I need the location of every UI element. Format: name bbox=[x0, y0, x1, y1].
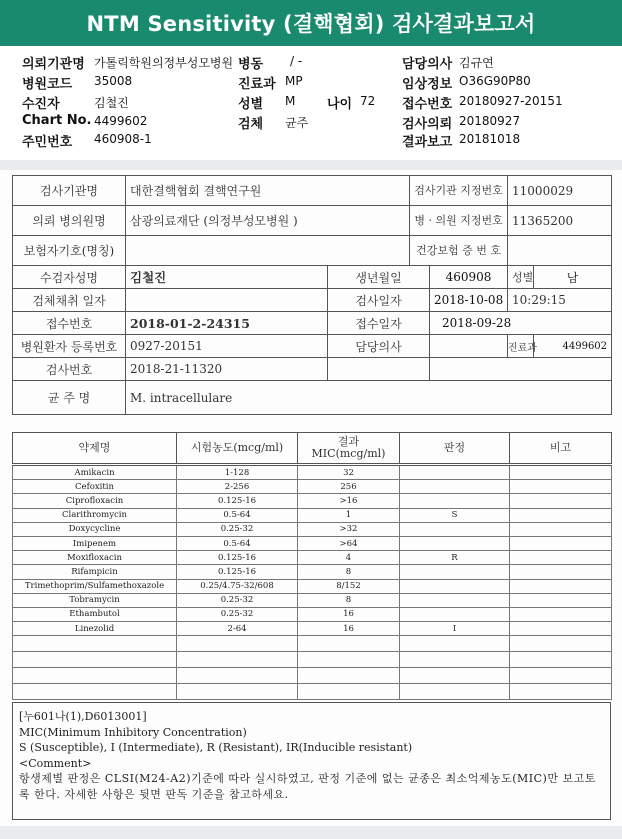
institution-label: 의뢰기관명 bbox=[22, 57, 85, 72]
cell-drug: Clarithromycin bbox=[13, 508, 177, 522]
table-row bbox=[13, 607, 612, 621]
cell-interp: S bbox=[400, 508, 510, 522]
request-label: 검사의뢰 bbox=[402, 117, 453, 132]
table-row bbox=[13, 465, 612, 480]
dept-label: 진료과 bbox=[238, 77, 276, 92]
cell-range: 0.25/4.75-32/608 bbox=[177, 579, 298, 593]
cell-remark bbox=[510, 494, 612, 508]
empty-cell bbox=[13, 668, 177, 684]
patient-info-panel bbox=[0, 46, 622, 160]
physician-value bbox=[430, 335, 508, 358]
doctor-value: 김규연 bbox=[459, 56, 494, 70]
cell-mic: 256 bbox=[298, 480, 400, 494]
empty-cell bbox=[400, 668, 510, 684]
patient-value: 김철진 bbox=[94, 96, 129, 110]
sex-label: 성별 bbox=[238, 97, 264, 112]
specimen-label: 검체 bbox=[238, 117, 264, 132]
cell-remark bbox=[510, 607, 612, 621]
cell-drug: Trimethoprim/Sulfamethoxazole bbox=[13, 579, 177, 593]
empty-cell bbox=[510, 652, 612, 668]
notes-code: [누601나(1),D6013001] bbox=[19, 710, 147, 723]
clinical-value: O36G90P80 bbox=[459, 74, 531, 88]
col-remark-header: 비고 bbox=[510, 433, 612, 465]
rrn-label: 주민번호 bbox=[22, 135, 73, 150]
cell-interp bbox=[400, 480, 510, 494]
cell-remark bbox=[510, 579, 612, 593]
institution-value: 가톨릭학원의정부성모병원 bbox=[94, 56, 234, 70]
collect-label: 검체채취 일자 bbox=[13, 289, 126, 312]
cell-drug: Amikacin bbox=[13, 465, 177, 480]
cell-mic: >32 bbox=[298, 522, 400, 536]
empty-cell bbox=[298, 684, 400, 700]
age-label: 나이 bbox=[327, 97, 353, 112]
receipt-value: 2018-01-2-24315 bbox=[126, 312, 328, 335]
ward-label: 병동 bbox=[238, 57, 264, 72]
strain-label: 균 주 명 bbox=[13, 381, 126, 415]
empty-row bbox=[13, 684, 612, 700]
empty-cell bbox=[510, 668, 612, 684]
empty-cell bbox=[177, 636, 298, 652]
cell-interp bbox=[400, 465, 510, 480]
physician-label: 담당의사 bbox=[328, 335, 430, 358]
examinee-label: 수검자성명 bbox=[13, 266, 126, 289]
cell-drug: Linezolid bbox=[13, 622, 177, 636]
receipt-no-value: 20180927-20151 bbox=[459, 94, 563, 108]
collect-value bbox=[126, 289, 328, 312]
cell-remark bbox=[510, 593, 612, 607]
health-value bbox=[508, 236, 612, 266]
cell-range: 0.125-16 bbox=[177, 494, 298, 508]
cell-drug: Moxifloxacin bbox=[13, 551, 177, 565]
rrn-value: 460908-1 bbox=[94, 132, 152, 146]
cell-drug: Cefoxitin bbox=[13, 480, 177, 494]
test-no-value: 2018-21-11320 bbox=[126, 358, 328, 381]
cell-mic: 16 bbox=[298, 622, 400, 636]
sex-label-form: 성별 bbox=[508, 266, 534, 289]
cell-interp bbox=[400, 565, 510, 579]
cell-interp bbox=[400, 579, 510, 593]
cell-interp: R bbox=[400, 551, 510, 565]
request-value: 20180927 bbox=[459, 114, 521, 128]
section-divider bbox=[0, 160, 622, 170]
empty-row bbox=[13, 668, 612, 684]
cell-interp bbox=[400, 593, 510, 607]
cell-mic: 1 bbox=[298, 508, 400, 522]
reg-label: 병원환자 등록번호 bbox=[13, 335, 126, 358]
cell-range: 2-256 bbox=[177, 480, 298, 494]
cell-remark bbox=[510, 522, 612, 536]
table-row bbox=[13, 551, 612, 565]
receipt-date-label: 접수일자 bbox=[328, 312, 430, 335]
notes-comment-label: <Comment> bbox=[19, 756, 92, 770]
cell-drug: Ethambutol bbox=[13, 607, 177, 621]
notes-legend: S (Susceptible), I (Intermediate), R (Resistant), IR(Inducible resistant) bbox=[19, 741, 413, 754]
empty-cell bbox=[298, 652, 400, 668]
empty-cell bbox=[510, 636, 612, 652]
report-value: 20181018 bbox=[459, 132, 521, 146]
empty-row bbox=[13, 636, 612, 652]
reg-value: 0927-20151 bbox=[126, 335, 328, 358]
table-row bbox=[13, 480, 612, 494]
cell-range: 2-64 bbox=[177, 622, 298, 636]
cell-range: 0.25-32 bbox=[177, 593, 298, 607]
empty-cell bbox=[400, 636, 510, 652]
cell-range: 1-128 bbox=[177, 465, 298, 480]
empty-cell bbox=[298, 668, 400, 684]
req-hosp-value: 삼광의료재단 (의정부성모병원 ) bbox=[126, 206, 410, 236]
bottom-bar bbox=[0, 826, 622, 839]
birth-label: 생년월일 bbox=[328, 266, 430, 289]
test-no-label: 검사번호 bbox=[13, 358, 126, 381]
table-row bbox=[13, 494, 612, 508]
test-date-label: 검사일자 bbox=[328, 289, 430, 312]
empty-cell bbox=[400, 652, 510, 668]
lab-code-value: 11000029 bbox=[508, 176, 612, 206]
cell-mic: >16 bbox=[298, 494, 400, 508]
empty-cell bbox=[400, 684, 510, 700]
susceptibility-table bbox=[12, 432, 612, 700]
empty-cell bbox=[13, 652, 177, 668]
report-label: 결과보고 bbox=[402, 135, 453, 150]
test-date-value: 2018-10-08 bbox=[430, 289, 508, 312]
cell-remark bbox=[510, 465, 612, 480]
col-interp-header: 판정 bbox=[400, 433, 510, 465]
table-row bbox=[13, 579, 612, 593]
cell-drug: Imipenem bbox=[13, 536, 177, 550]
empty-cell bbox=[298, 636, 400, 652]
req-hosp-code-value: 11365200 bbox=[508, 206, 612, 236]
table-row bbox=[13, 508, 612, 522]
cell-range: 0.25-32 bbox=[177, 522, 298, 536]
report-title: NTM Sensitivity (결핵협회) 검사결과보고서 bbox=[86, 12, 536, 36]
clinic-label: 진료과 bbox=[508, 335, 534, 358]
cell-remark bbox=[510, 536, 612, 550]
table-row bbox=[13, 522, 612, 536]
request-form-table bbox=[12, 175, 612, 415]
chart-label: Chart No. bbox=[22, 113, 92, 128]
table-row bbox=[13, 593, 612, 607]
cell-remark bbox=[510, 551, 612, 565]
empty-cell bbox=[177, 684, 298, 700]
cell-range: 0.25-32 bbox=[177, 607, 298, 621]
cell-interp bbox=[400, 607, 510, 621]
cell-mic: >64 bbox=[298, 536, 400, 550]
birth-value: 460908 bbox=[430, 266, 508, 289]
cell-drug: Ciprofloxacin bbox=[13, 494, 177, 508]
empty-cell bbox=[13, 636, 177, 652]
col-drug-header: 약제명 bbox=[13, 433, 177, 465]
sex-value: M bbox=[285, 94, 296, 108]
cell-range: 0.125-16 bbox=[177, 551, 298, 565]
cell-remark bbox=[510, 480, 612, 494]
scanned-report bbox=[0, 170, 622, 839]
cell-remark bbox=[510, 565, 612, 579]
empty-cell bbox=[510, 684, 612, 700]
insurance-value bbox=[126, 236, 410, 266]
results-body bbox=[13, 465, 612, 700]
strain-value: M. intracellulare bbox=[126, 381, 612, 415]
dept-value: MP bbox=[285, 74, 303, 88]
cell-mic: 16 bbox=[298, 607, 400, 621]
cell-drug: Doxycycline bbox=[13, 522, 177, 536]
patient-label: 수진자 bbox=[22, 97, 60, 112]
cell-remark bbox=[510, 508, 612, 522]
clinic-value: 4499602 bbox=[534, 335, 612, 358]
notes-box bbox=[12, 702, 611, 820]
cell-drug: Tobramycin bbox=[13, 593, 177, 607]
report-title-bar bbox=[0, 0, 622, 46]
receipt-label: 접수번호 bbox=[13, 312, 126, 335]
lab-code-label: 검사기관 지정번호 bbox=[410, 176, 508, 206]
empty-cell bbox=[177, 668, 298, 684]
cell-interp bbox=[400, 522, 510, 536]
col-range-header: 시험농도(mcg/ml) bbox=[177, 433, 298, 465]
doctor-label: 담당의사 bbox=[402, 57, 453, 72]
empty-row bbox=[13, 652, 612, 668]
table-row bbox=[13, 622, 612, 636]
cell-interp: I bbox=[400, 622, 510, 636]
cell-drug: Rifampicin bbox=[13, 565, 177, 579]
health-label: 건강보험 증 번 호 bbox=[410, 236, 508, 266]
req-hosp-label: 의뢰 병의원명 bbox=[13, 206, 126, 236]
notes-mic: MIC(Minimum Inhibitory Concentration) bbox=[19, 725, 247, 739]
ward-value: / - bbox=[290, 54, 303, 68]
cell-mic: 8 bbox=[298, 565, 400, 579]
specimen-value: 균주 bbox=[285, 116, 309, 130]
col-mic-header: 결과 MIC(mcg/ml) bbox=[298, 433, 400, 465]
cell-interp bbox=[400, 536, 510, 550]
cell-mic: 32 bbox=[298, 465, 400, 480]
cell-mic: 8 bbox=[298, 593, 400, 607]
table-row bbox=[13, 536, 612, 550]
lab-label: 검사기관명 bbox=[13, 176, 126, 206]
insurance-label: 보험자기호(명칭) bbox=[13, 236, 126, 266]
hospital-code-value: 35008 bbox=[94, 74, 133, 88]
cell-range: 0.5-64 bbox=[177, 508, 298, 522]
empty-cell bbox=[177, 652, 298, 668]
req-hosp-code-label: 병 · 의원 지정번호 bbox=[410, 206, 508, 236]
table-row bbox=[13, 565, 612, 579]
hospital-code-label: 병원코드 bbox=[22, 77, 73, 92]
age-value: 72 bbox=[360, 94, 376, 108]
cell-interp bbox=[400, 494, 510, 508]
examinee-value: 김철진 bbox=[126, 266, 328, 289]
lab-value: 대한결핵협회 결핵연구원 bbox=[126, 176, 410, 206]
receipt-date-value: 2018-09-28 bbox=[430, 312, 612, 335]
test-time-value: 10:29:15 bbox=[508, 289, 612, 312]
sex-value-form: 남 bbox=[534, 266, 612, 289]
clinical-label: 임상정보 bbox=[402, 77, 453, 92]
cell-remark bbox=[510, 622, 612, 636]
notes-comment-text: 항생제별 판정은 CLSI(M24-A2)기준에 따라 실시하였고, 판정 기준에 없는 균종은 최소억제농도(MIC)만 보고토록 한다. 자세한 사항은 뒷면 판독 기준을 참고하세요. bbox=[19, 772, 596, 801]
chart-value: 4499602 bbox=[94, 114, 148, 128]
receipt-no-label: 접수번호 bbox=[402, 97, 453, 112]
cell-mic: 8/152 bbox=[298, 579, 400, 593]
cell-mic: 4 bbox=[298, 551, 400, 565]
cell-range: 0.5-64 bbox=[177, 536, 298, 550]
empty-cell bbox=[13, 684, 177, 700]
cell-range: 0.125-16 bbox=[177, 565, 298, 579]
